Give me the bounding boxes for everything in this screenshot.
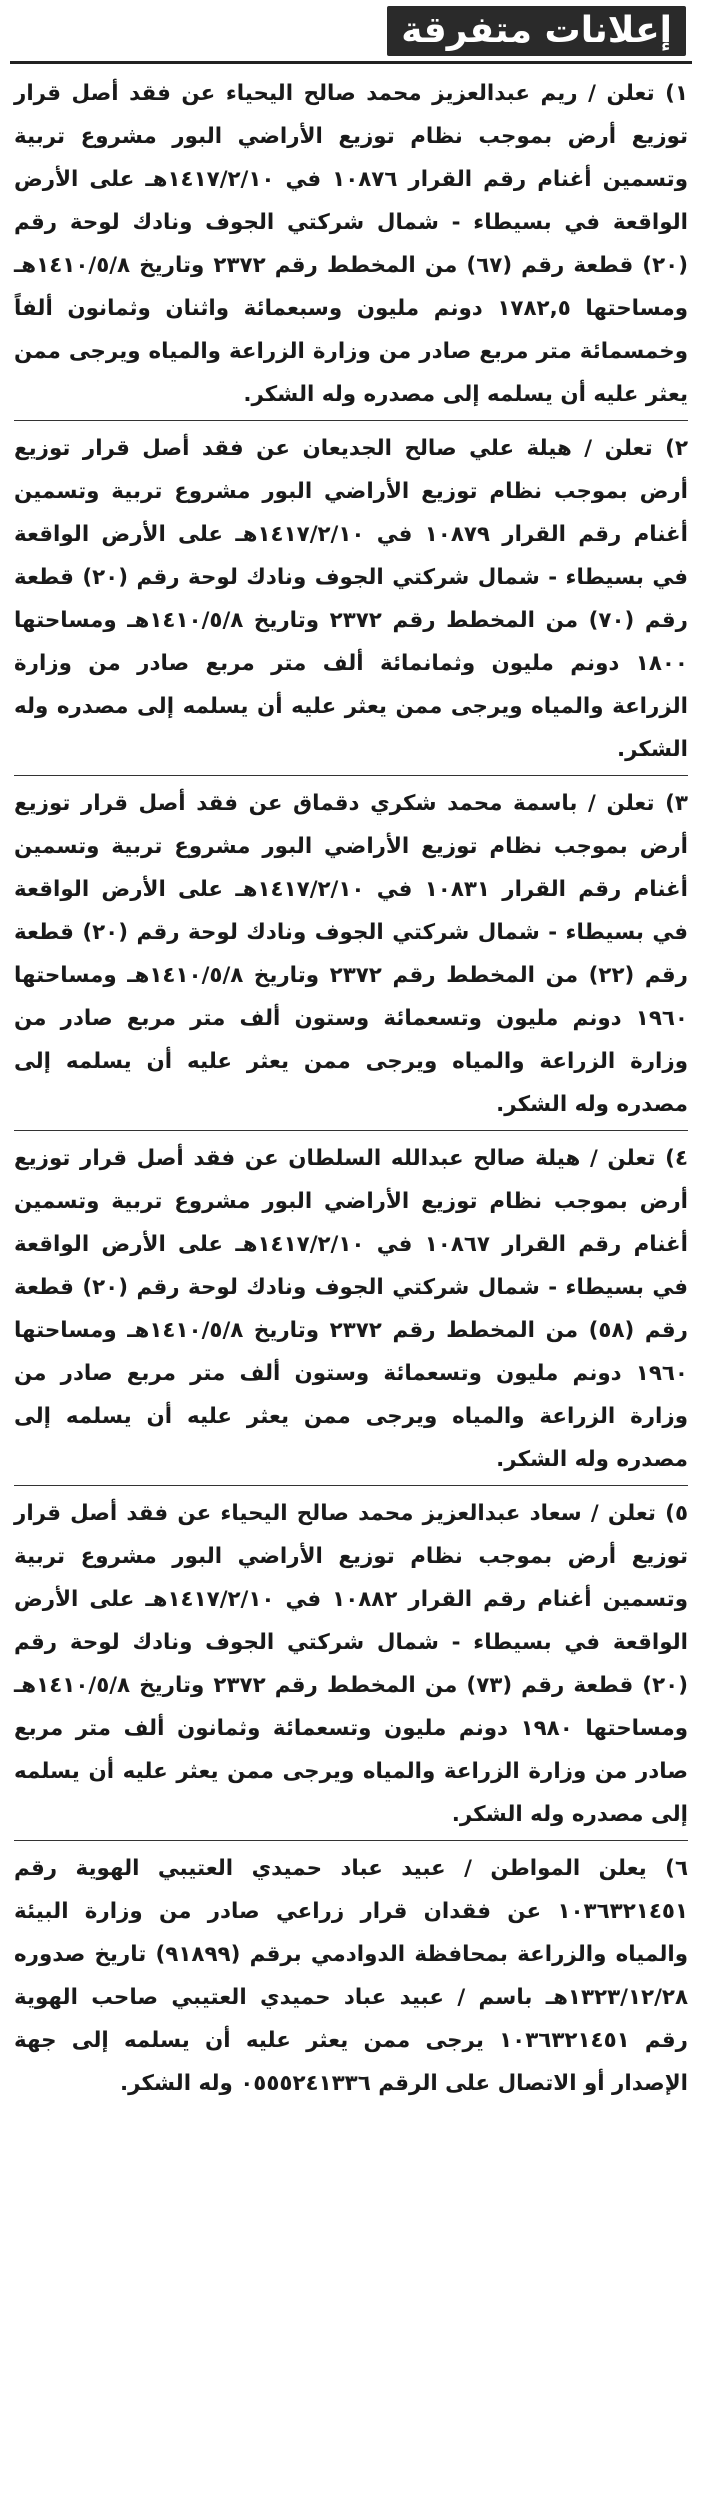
ad-text: يعلن المواطن / عبيد عباد حميدي العتيبي الهوية رقم ١٠٣٦٣٢١٤٥١ عن فقدان قرار زراعي صادر من وزارة البيئة والمياه والزراعة بمحافظة الدوادمي برقم (٩١٨٩٩) تاريخ صدوره ١٣٢٣/١٢/٢٨هـ باسم / عبيد عباد حميدي العتيبي صاحب الهوية رقم ١٠٣٦٣٢١٤٥١ يرجى ممن يعثر عليه أن يسلمه إلى جهة الإصدار أو الاتصال على الرقم ٠٥٥٥٢٤١٣٣٦ وله الشكر. <box>14 1856 688 2096</box>
section-title: إعلانات متفرقة <box>387 6 686 56</box>
ads-list <box>14 72 688 2115</box>
ad-item <box>14 1492 688 1841</box>
ad-item <box>14 427 688 776</box>
ad-item <box>14 1847 688 2109</box>
ad-number: ٦) <box>665 1856 688 1881</box>
ad-text: تعلن / باسمة محمد شكري دقماق عن فقد أصل قرار توزيع أرض بموجب نظام توزيع الأراضي البور مشروع تربية وتسمين أغنام رقم القرار ١٠٨٣١ في ١٤١٧/٢/١٠هـ على الأرض الواقعة في بسيطاء - شمال شركتي الجوف ونادك لوحة رقم (٢٠) قطعة رقم (٢٢) من المخطط رقم ٢٣٧٢ وتاريخ ١٤١٠/٥/٨هـ ومساحتها ١٩٦٠ دونم مليون وتسعمائة وستون ألف متر مربع صادر من وزارة الزراعة والمياه ويرجى ممن يعثر عليه أن يسلمه إلى مصدره وله الشكر. <box>14 791 688 1117</box>
ad-number: ٢) <box>665 436 688 461</box>
ad-number: ٤) <box>665 1146 688 1171</box>
ad-number: ٥) <box>665 1501 688 1526</box>
ad-item <box>14 782 688 1131</box>
ad-text: تعلن / هيلة علي صالح الجديعان عن فقد أصل قرار توزيع أرض بموجب نظام توزيع الأراضي البور مشروع تربية وتسمين أغنام رقم القرار ١٠٨٧٩ في ١٤١٧/٢/١٠هـ على الأرض الواقعة في بسيطاء - شمال شركتي الجوف ونادك لوحة رقم (٢٠) قطعة رقم (٧٠) من المخطط رقم ٢٣٧٢ وتاريخ ١٤١٠/٥/٨هـ ومساحتها ١٨٠٠ دونم مليون وثمانمائة ألف متر مربع صادر من وزارة الزراعة والمياه ويرجى ممن يعثر عليه أن يسلمه إلى مصدره وله الشكر. <box>14 436 688 762</box>
ad-item <box>14 72 688 421</box>
ad-text: تعلن / هيلة صالح عبدالله السلطان عن فقد أصل قرار توزيع أرض بموجب نظام توزيع الأراضي البور مشروع تربية وتسمين أغنام رقم القرار ١٠٨٦٧ في ١٤١٧/٢/١٠هـ على الأرض الواقعة في بسيطاء - شمال شركتي الجوف ونادك لوحة رقم (٢٠) قطعة رقم (٥٨) من المخطط رقم ٢٣٧٢ وتاريخ ١٤١٠/٥/٨هـ ومساحتها ١٩٦٠ دونم مليون وتسعمائة وستون ألف متر مربع صادر من وزارة الزراعة والمياه ويرجى ممن يعثر عليه أن يسلمه إلى مصدره وله الشكر. <box>14 1146 688 1472</box>
ad-text: تعلن / سعاد عبدالعزيز محمد صالح اليحياء عن فقد أصل قرار توزيع أرض بموجب نظام توزيع الأراضي البور مشروع تربية وتسمين أغنام رقم القرار ١٠٨٨٢ في ١٤١٧/٢/١٠هـ على الأرض الواقعة في بسيطاء - شمال شركتي الجوف ونادك لوحة رقم (٢٠) قطعة رقم (٧٣) من المخطط رقم ٢٣٧٢ وتاريخ ١٤١٠/٥/٨هـ ومساحتها ١٩٨٠ دونم مليون وتسعمائة وثمانون ألف متر مربع صادر من وزارة الزراعة والمياه ويرجى ممن يعثر عليه أن يسلمه إلى مصدره وله الشكر. <box>14 1501 688 1827</box>
ad-text: تعلن / ريم عبدالعزيز محمد صالح اليحياء عن فقد أصل قرار توزيع أرض بموجب نظام توزيع الأراضي البور مشروع تربية وتسمين أغنام رقم القرار ١٠٨٧٦ في ١٤١٧/٢/١٠هـ على الأرض الواقعة في بسيطاء - شمال شركتي الجوف ونادك لوحة رقم (٢٠) قطعة رقم (٦٧) من المخطط رقم ٢٣٧٢ وتاريخ ١٤١٠/٥/٨هـ ومساحتها ١٧٨٢,٥ دونم مليون وسبعمائة واثنان وثمانون ألفاً وخمسمائة متر مربع صادر من وزارة الزراعة والمياه ويرجى ممن يعثر عليه أن يسلمه إلى مصدره وله الشكر. <box>14 81 688 407</box>
ad-item <box>14 1137 688 1486</box>
ad-number: ١) <box>665 81 688 106</box>
ad-number: ٣) <box>665 791 688 816</box>
section-header <box>10 6 692 64</box>
